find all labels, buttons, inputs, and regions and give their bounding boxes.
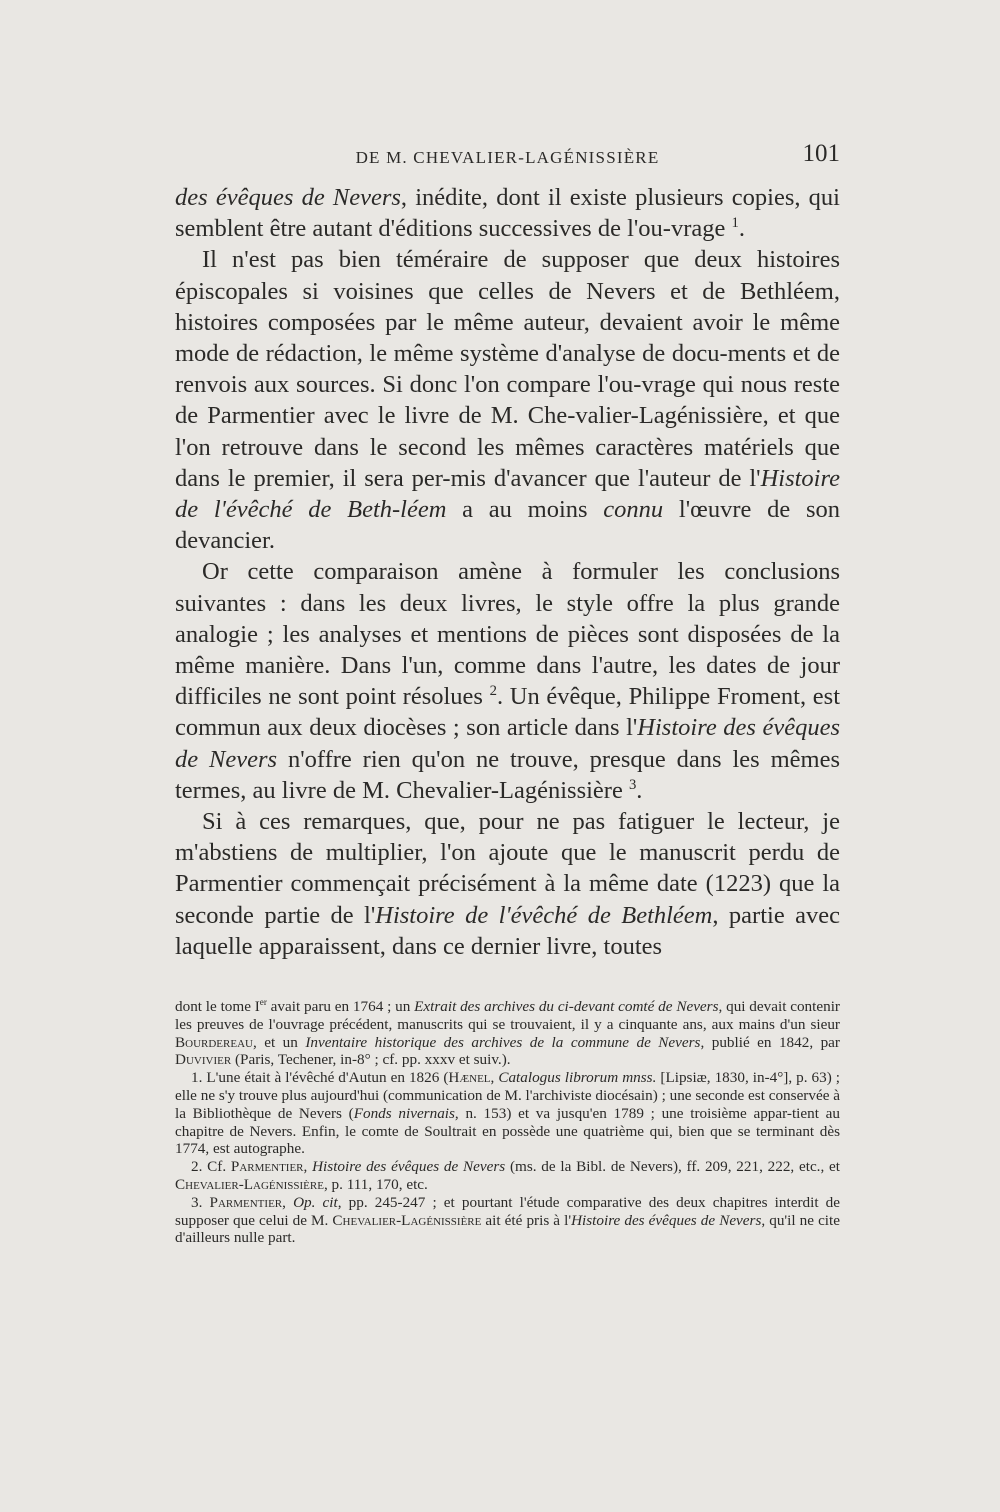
text-run: 1. L'une était à l'évêché d'Autun en 1826 (	[191, 1069, 449, 1087]
footnote-3	[175, 1194, 840, 1247]
text-run: (ms. de la Bibl. de Nevers), ff. 209, 221, 222, etc., et	[505, 1158, 840, 1176]
text-run: .	[636, 776, 643, 804]
italic-title: Histoire de l'évêché de Beth-léem	[175, 464, 840, 524]
text-run: , et un	[252, 1033, 306, 1051]
footnote-ref-2: 2	[489, 683, 497, 700]
italic-citation: Op. cit	[293, 1193, 338, 1211]
text-run: Il n'est pas bien téméraire de supposer que deux histoires épiscopales si voisines que celles de Nevers et de Bethléem, histoires composées par le même auteur, devaient avoir le même mode de rédaction, le même système d'analyse de docu-ments et de renvois aux sources. Si donc l'on compare l'ou-vrage qui nous reste de Parmentier avec le livre de M. Che-valier-Lagénissière, et que l'on retrouve dans le second les mêmes caractères matériels que dans le premier, il sera per-mis d'avancer que l'auteur de l'	[175, 246, 840, 492]
footnotes	[175, 998, 840, 1247]
text-run: n'offre rien qu'on ne trouve, presque dans les mêmes termes, au livre de M. Chevalier-Lagénissière	[175, 745, 840, 804]
footnote-continuation	[175, 998, 840, 1069]
footnote-2	[175, 1158, 840, 1194]
text-run: , qui devait contenir les preuves de l'ouvrage précédent, manuscrits qui se trouvaient, il y a cinquante ans, aux mains d'un sieur	[175, 998, 840, 1033]
author-name: Hænel	[448, 1069, 491, 1087]
footnote-ref-3: 3	[628, 776, 637, 793]
author-name: Bourdereau	[175, 1033, 253, 1051]
text-run: dont le tome I	[175, 998, 260, 1015]
footnote-1	[175, 1069, 840, 1158]
text-run: , n. 153) et va jusqu'en 1789 ; une troisième appar-tient au chapitre de Nevers. Enfin, le comte de Soultrait en possède une quatrième qui, bien que se terminant dès 1774, est autographe.	[175, 1104, 840, 1158]
superscript: er	[259, 996, 267, 1007]
italic-title: Fonds nivernais	[353, 1104, 455, 1122]
running-title: DE M. CHEVALIER-LAGÉNISSIÈRE	[355, 148, 660, 167]
paragraph-3	[175, 556, 840, 806]
text-run: ,	[490, 1069, 499, 1087]
text-run: , p. 111, 170, etc.	[323, 1175, 428, 1193]
text-run: 2. Cf.	[191, 1158, 231, 1176]
text-run: . Un évêque, Philippe Froment, est commun aux deux diocèses ; son article dans l'	[175, 683, 840, 742]
author-name: Parmentier	[209, 1193, 283, 1211]
text-run: l'œuvre de son devancier.	[175, 496, 840, 555]
text-run: , partie avec laquelle apparaissent, dans ce dernier livre, toutes	[175, 901, 840, 960]
italic-word: connu	[603, 496, 664, 524]
text-run: , qu'il ne cite d'ailleurs nulle part.	[175, 1211, 840, 1247]
italic-title: Extrait des archives du ci-devant comté de Nevers	[414, 998, 719, 1015]
footnote-ref-1: 1	[731, 215, 739, 232]
page-number: 101	[802, 140, 840, 167]
text-run: , inédite, dont il existe plusieurs copies, qui semblent être autant d'éditions successives de l'ou-vrage	[175, 184, 840, 243]
italic-title: Inventaire historique des archives de la commune de Nevers	[305, 1033, 701, 1051]
main-text	[175, 182, 840, 962]
italic-title: Histoire des évêques de Nevers	[312, 1158, 506, 1176]
text-run: (Paris, Techener, in-8° ; cf. pp. xxxv et suiv.).	[231, 1051, 511, 1069]
text-run: 3.	[191, 1193, 210, 1211]
paragraph-1	[175, 182, 840, 244]
text-run: avait paru en 1764 ; un	[266, 998, 415, 1015]
text-run: , publié en 1842, par	[700, 1033, 840, 1051]
author-name: Parmentier	[230, 1158, 304, 1176]
text-run: Si à ces remarques, que, pour ne pas fatiguer le lecteur, je m'abstiens de multiplier, l'on ajoute que le manuscrit perdu de Parmentier commençait précisément à la même date (1223) que la seconde partie de l'	[175, 808, 840, 929]
paragraph-2	[175, 244, 840, 556]
running-header	[175, 140, 840, 174]
text-run: ,	[282, 1193, 294, 1211]
italic-title: des évêques de Nevers	[175, 184, 401, 211]
italic-title: Histoire des évêques de Nevers	[571, 1211, 762, 1229]
text-run: a au moins	[446, 496, 604, 524]
author-name: Chevalier-Lagénissière	[175, 1175, 324, 1193]
paragraph-4	[175, 806, 840, 962]
text-run: Or cette comparaison amène à formuler les conclusions suivantes : dans les deux livres, le style offre la plus grande analogie ; les analyses et mentions de pièces sont disposées de la même manière. Dans l'un, comme dans l'autre, les dates de jour difficiles ne sont point résolues	[175, 558, 840, 711]
text-run: .	[738, 215, 745, 243]
author-name: Chevalier-Lagénissière	[332, 1211, 482, 1229]
text-run: ,	[303, 1158, 313, 1176]
text-run: , pp. 245-247 ; et pourtant l'étude comparative des deux chapitres interdit de supposer que celui de M.	[175, 1193, 840, 1229]
italic-title: Histoire des évêques de Nevers	[175, 714, 840, 773]
author-name: Duvivier	[175, 1051, 232, 1069]
italic-title: Histoire de l'évêché de Bethléem	[375, 901, 713, 929]
text-run: ait été pris à l'	[481, 1211, 572, 1229]
text-run: [Lipsiæ, 1830, in-4°], p. 63) ; elle ne s'y trouve plus aujourd'hui (communication de M. l'archiviste diocésain) ; une seconde est conservée à la Bibliothèque de Nevers (	[175, 1069, 841, 1122]
italic-title: Catalogus librorum mnss.	[498, 1069, 657, 1087]
